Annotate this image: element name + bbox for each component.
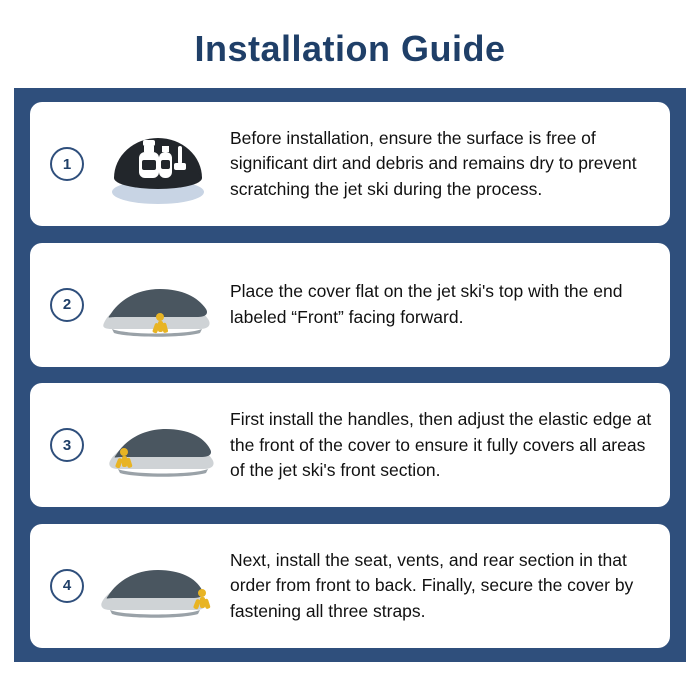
- step-number-badge: 2: [50, 288, 84, 322]
- steps-panel: [14, 88, 686, 662]
- step-text: Place the cover flat on the jet ski's top with the end labeled “Front” facing forward.: [230, 281, 623, 327]
- list-item: [30, 383, 670, 507]
- list-item: [30, 524, 670, 648]
- step-text: Before installation, ensure the surface is free of significant dirt and debris and remains dry to prevent scratching the jet ski during the process.: [230, 127, 637, 199]
- page-title: Installation Guide: [194, 28, 506, 69]
- step-number-badge: 4: [50, 569, 84, 603]
- step-number-badge: 3: [50, 428, 84, 462]
- step-number-badge: 1: [50, 147, 84, 181]
- list-item: [30, 102, 670, 226]
- list-item: [30, 243, 670, 367]
- jet-ski-seat-straps-icon: [94, 534, 222, 638]
- step-text: Next, install the seat, vents, and rear section in that order from front to back. Finally, secure the cover by fastening all three straps.: [230, 549, 634, 621]
- cleaning-supplies-icon: [94, 112, 222, 216]
- step-text: First install the handles, then adjust the elastic edge at the front of the cover to ensure it fully covers all areas of the jet ski's front section.: [230, 409, 652, 480]
- jet-ski-handles-icon: [94, 393, 222, 497]
- steps-list: [30, 102, 670, 648]
- jet-ski-cover-front-icon: [94, 253, 222, 357]
